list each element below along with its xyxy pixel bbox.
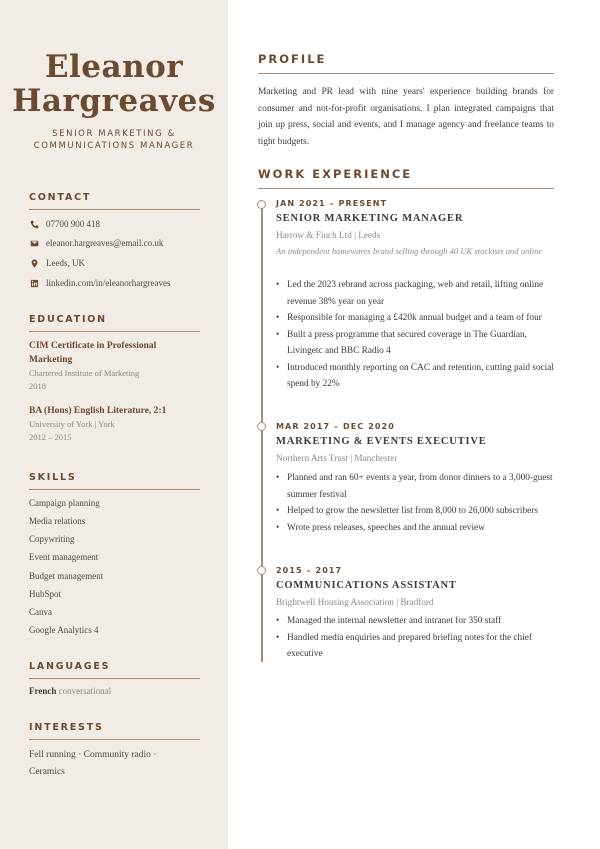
education-years: 2012 – 2015	[29, 432, 72, 442]
profile-summary: Marketing and PR lead with nine years' experience building brands for consumer and not-for-profit organisations. I plan integrated campaigns that join up press, social and events, and I manage agency and freelance teams to tight budgets.	[258, 87, 554, 147]
last-name: Hargreaves	[12, 83, 216, 119]
list-item: • Helped to grow the newsletter list from 8,000 to 26,000 subscribers	[276, 503, 556, 520]
skill-item: Event management	[29, 552, 99, 562]
location-text: Leeds, UK	[46, 258, 85, 268]
job-title: SENIOR MARKETING MANAGER	[276, 213, 464, 224]
job-title-line2: COMMUNICATIONS MANAGER	[33, 141, 195, 151]
education-years: 2018	[29, 381, 46, 391]
list-item: • Planned and ran 60+ events a year, from donor dinners to a 3,000-guest summer festival	[276, 470, 556, 503]
list-item: • Responsible for managing a £420k annual budget and a team of four	[276, 310, 556, 327]
phone-icon	[29, 219, 39, 229]
skill-item: HubSpot	[29, 589, 62, 599]
degree-line2: Marketing	[29, 355, 73, 365]
job-title: MARKETING & EVENTS EXECUTIVE	[276, 436, 487, 447]
education-heading: EDUCATION	[29, 314, 200, 332]
map-pin-icon	[29, 258, 39, 268]
contact-location	[29, 256, 85, 270]
skill-item: Campaign planning	[29, 498, 100, 508]
timeline-line	[261, 204, 263, 662]
list-item: • Built a press programme that secured coverage in The Guardian, Livingetc and BBC Radio 4	[276, 327, 556, 360]
skill-item: Copywriting	[29, 534, 75, 544]
list-item: • Introduced monthly reporting on CAC and retention, cutting paid social spend by 22%	[276, 360, 556, 393]
profile-heading: PROFILE	[258, 52, 554, 74]
interests-line2: Ceramics	[29, 767, 65, 777]
skill-item: Canva	[29, 607, 52, 617]
job-employer: Brightwell Housing Association | Bradford	[276, 597, 434, 607]
list-item: • Led the 2023 rebrand across packaging, web and retail, lifting online revenue 38% year on year	[276, 277, 556, 310]
education-degree: BA (Hons) English Literature, 2:1	[29, 406, 167, 416]
languages-heading: LANGUAGES	[29, 661, 200, 679]
list-item: • Wrote press releases, speeches and the annual review	[276, 520, 556, 537]
job-bullets	[276, 613, 556, 663]
linkedin-url[interactable]: linkedin.com/in/eleanorhargreaves	[46, 278, 171, 288]
interests-text	[29, 747, 189, 781]
degree-line1: CIM Certificate in Professional	[29, 341, 157, 351]
language-level: conversational	[58, 686, 112, 696]
language-name: French	[29, 686, 57, 696]
work-experience-heading: WORK EXPERIENCE	[258, 167, 554, 189]
job-employer: Northern Arts Trust | Manchester	[276, 453, 398, 463]
phone-number: 07700 900 418	[46, 219, 100, 229]
job-bullets	[276, 470, 556, 536]
job-employer: Harrow & Finch Ltd | Leeds	[276, 230, 381, 240]
timeline-node	[257, 200, 266, 209]
timeline-node	[257, 422, 266, 431]
skills-heading: SKILLS	[29, 472, 200, 490]
job-title-line1: SENIOR MARKETING &	[52, 129, 176, 139]
job-title-headline	[0, 128, 228, 152]
skill-item: Budget management	[29, 571, 104, 581]
email-address[interactable]: eleanor.hargreaves@email.co.uk	[46, 238, 164, 248]
job-dates: MAR 2017 – DEC 2020	[276, 422, 395, 431]
education-institution: University of York | York	[29, 419, 115, 429]
list-item: • Managed the internal newsletter and intranet for 350 staff	[276, 613, 556, 630]
job-bullets	[276, 277, 556, 393]
contact-heading: CONTACT	[29, 192, 200, 210]
sidebar	[0, 0, 228, 849]
envelope-icon	[29, 238, 39, 248]
contact-email	[29, 236, 163, 250]
skill-item: Media relations	[29, 516, 86, 526]
education-degree	[29, 339, 200, 367]
linkedin-icon	[29, 278, 39, 288]
timeline-node	[257, 566, 266, 575]
interests-heading: INTERESTS	[29, 722, 200, 740]
job-dates: JAN 2021 – PRESENT	[276, 199, 388, 208]
job-title: COMMUNICATIONS ASSISTANT	[276, 580, 457, 591]
first-name: Eleanor	[44, 49, 184, 85]
job-dates: 2015 – 2017	[276, 566, 343, 575]
skill-item: Google Analytics 4	[29, 625, 99, 635]
interests-line1: Fell running · Community radio ·	[29, 750, 157, 760]
contact-linkedin	[29, 276, 171, 290]
education-institution: Chartered Institute of Marketing	[29, 368, 140, 378]
language-item	[29, 686, 111, 696]
contact-phone	[29, 217, 100, 231]
job-description: An independent homewares brand selling through 40 UK stockists and online	[276, 246, 543, 256]
list-item: • Handled media enquiries and prepared briefing notes for the chief executive	[276, 630, 556, 663]
main-content	[228, 0, 600, 849]
